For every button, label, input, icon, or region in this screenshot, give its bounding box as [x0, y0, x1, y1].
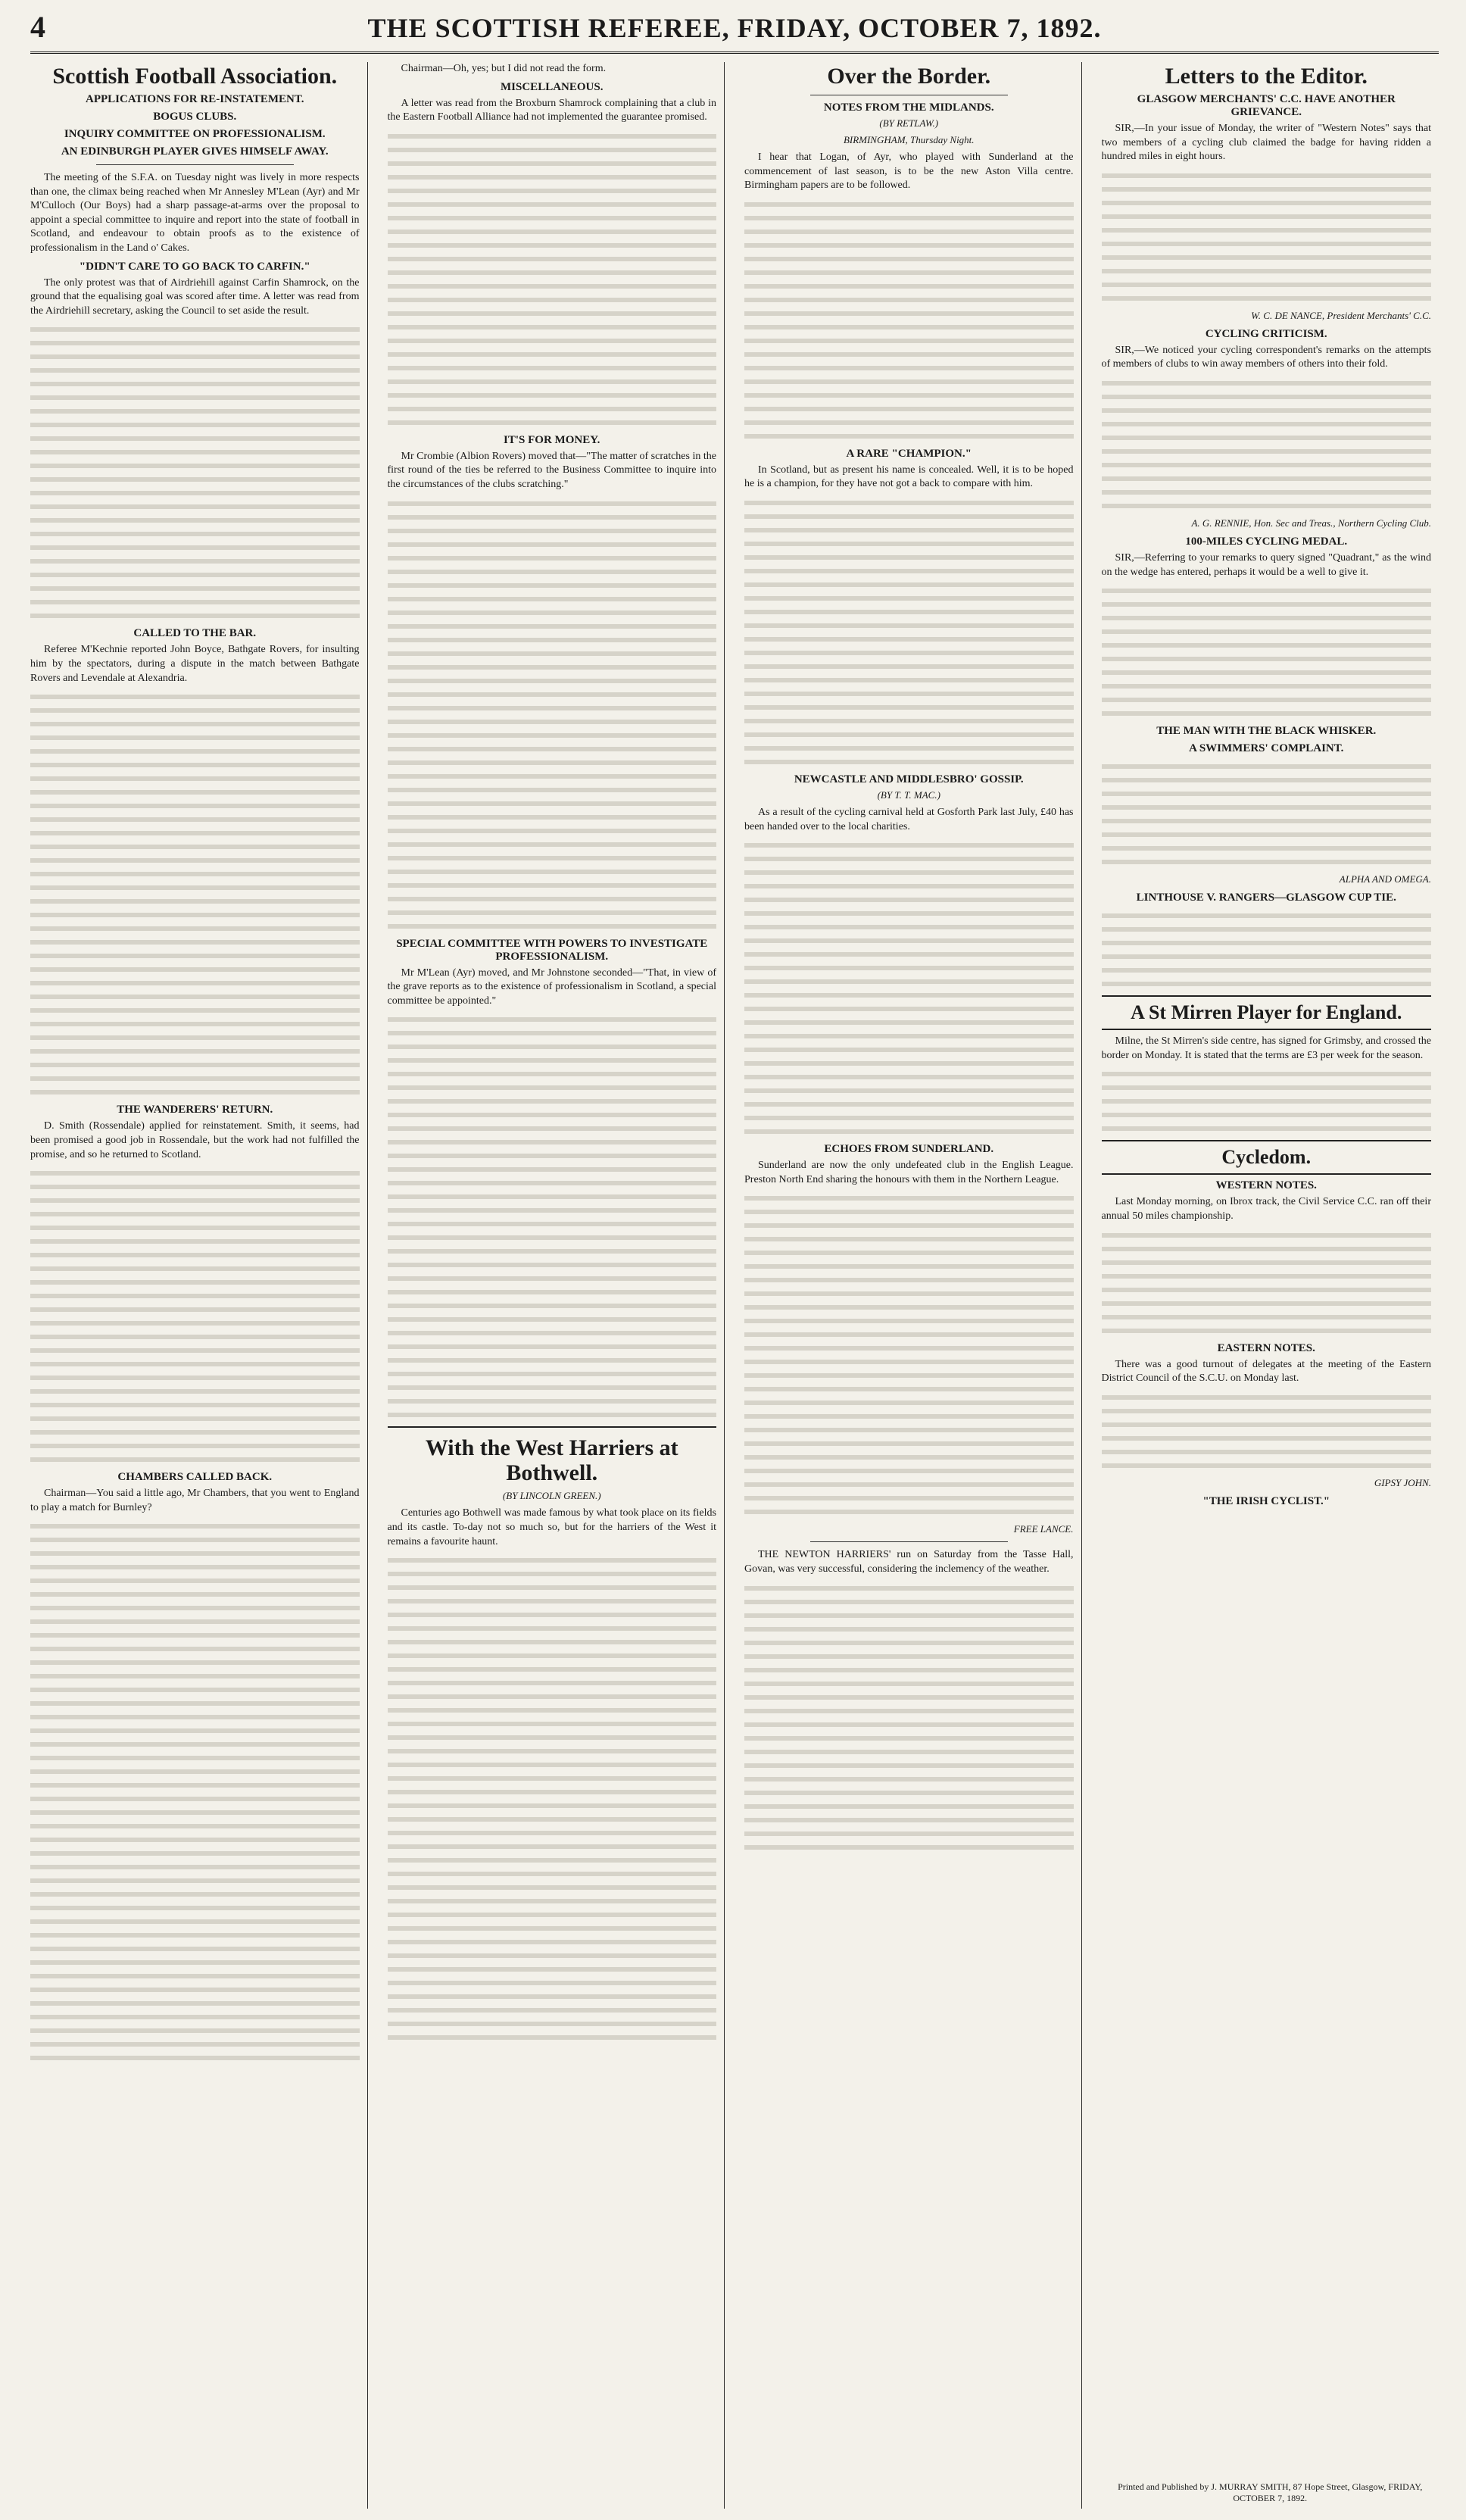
article-paragraph: SIR,—We noticed your cycling correspondent's remarks on the attempts of members of clubs to win away members of others into their fold. [1101, 344, 1431, 370]
section-heading: NEWCASTLE AND MIDDLESBRO' GOSSIP. [794, 773, 1024, 786]
unreadable-text-block [744, 1196, 1074, 1514]
byline: (BY LINCOLN GREEN.) [502, 1490, 601, 1502]
article-paragraph: Milne, the St Mirren's side centre, has signed for Grimsby, and crossed the border on Monday. It is stated that the terms are £3 per week for the season. [1101, 1035, 1431, 1061]
article-columns [30, 62, 1439, 2509]
section-heading: SPECIAL COMMITTEE WITH POWERS TO INVESTIGATE PROFESSIONALISM. [396, 937, 708, 963]
running-title: THE SCOTTISH REFEREE, FRIDAY, OCTOBER 7, 1892. [367, 13, 1102, 43]
letters-headline: Letters to the Editor. [1165, 64, 1368, 89]
masthead [30, 8, 1439, 54]
section-heading: THE WANDERERS' RETURN. [117, 1104, 273, 1116]
article-paragraph: Centuries ago Bothwell was made famous by what took place on its fields and its castle. To-day not so much so, but for the harriers of the West it remains a favourite haunt. [387, 1507, 716, 1547]
section-heading: WESTERN NOTES. [1215, 1179, 1317, 1192]
unreadable-text-block [744, 202, 1074, 439]
section-heading: CYCLING CRITICISM. [1205, 327, 1327, 340]
unreadable-text-block [1102, 913, 1432, 986]
section-heading: IT'S FOR MONEY. [504, 433, 600, 446]
cycledom-headline: Cycledom. [1102, 1140, 1432, 1175]
st-mirren-headline: A St Mirren Player for England. [1102, 995, 1432, 1030]
article-paragraph: Chairman—Oh, yes; but I did not read the form. [401, 63, 607, 74]
article-paragraph: Mr M'Lean (Ayr) moved, and Mr Johnstone seconded—"That, in view of the grave reports as to the existence of professionalism in Scotland, a special committee be appointed." [387, 966, 716, 1007]
unreadable-text-block [30, 1524, 360, 2060]
section-heading: NOTES FROM THE MIDLANDS. [823, 101, 994, 114]
unreadable-text-block [1102, 381, 1432, 508]
advertisement-title: "THE IRISH CYCLIST." [1202, 1494, 1330, 1507]
article-paragraph: THE NEWTON HARRIERS' run on Saturday from the Tasse Hall, Govan, was very successful, considering the inclemency of the weather. [744, 1549, 1074, 1575]
byline: (BY RETLAW.) [879, 117, 939, 129]
imprint: Printed and Published by J. MURRAY SMITH, 87 Hope Street, Glasgow, FRIDAY, OCTOBER 7, 1892. [1118, 2481, 1423, 2503]
article-paragraph: SIR,—Referring to your remarks to query signed "Quadrant," as the wind on the wedge has entered, perhaps it would be a well to give it. [1101, 552, 1431, 578]
section-heading: GLASGOW MERCHANTS' C.C. HAVE ANOTHER GRIEVANCE. [1137, 93, 1396, 118]
article-paragraph: Chairman—You said a little ago, Mr Chambers, that you went to England to play a match for Burnley? [30, 1488, 360, 1513]
unreadable-text-block [1102, 1395, 1432, 1468]
section-heading: 100-MILES CYCLING MEDAL. [1185, 536, 1348, 548]
section-heading: LINTHOUSE V. RANGERS—GLASGOW CUP TIE. [1136, 892, 1396, 904]
page-number: 4 [30, 10, 45, 44]
unreadable-text-block [1102, 764, 1432, 864]
section-heading: A SWIMMERS' COMPLAINT. [1189, 742, 1344, 755]
article-paragraph: The meeting of the S.F.A. on Tuesday night was lively in more respects than one, the climax being reached when Mr Annesley M'Lean (Ayr) and Mr M'Culloch (Our Boys) had a sharp passage-at-arms over the proposal to appoint a special committee to inquire and report into the state of football in Scotland, and endeavour to obtain proofs as to the existence of professionalism in the Land o' Cakes. [30, 172, 360, 254]
section-heading: CHAMBERS CALLED BACK. [117, 1471, 273, 1484]
unreadable-text-block [1102, 1233, 1432, 1333]
section-heading: MISCELLANEOUS. [501, 80, 604, 93]
article-paragraph: Referee M'Kechnie reported John Boyce, Bathgate Rovers, for insulting him by the spectators, during a dispute in the match between Bathgate Rovers and Levendale at Alexandria. [30, 644, 360, 684]
sfa-subhead: BOGUS CLUBS. [153, 111, 237, 123]
unreadable-text-block [30, 1171, 360, 1462]
unreadable-text-block [30, 327, 360, 618]
article-paragraph: Sunderland are now the only undefeated club in the English League. Preston North End sharing the honours with them in the Northern League. [744, 1160, 1074, 1185]
unreadable-text-block [1102, 173, 1432, 301]
unreadable-text-block [1102, 589, 1432, 716]
signature: FREE LANCE. [1013, 1523, 1074, 1535]
article-paragraph: In Scotland, but as present his name is concealed. Well, it is to be hoped he is a champion, for they have not got a back to compare with him. [744, 464, 1074, 490]
dateline: BIRMINGHAM, Thursday Night. [843, 134, 975, 145]
divider [810, 1541, 1008, 1542]
sfa-subhead: APPLICATIONS FOR RE-INSTATEMENT. [85, 93, 304, 105]
unreadable-text-block [388, 1017, 717, 1417]
sfa-headline: Scottish Football Association. [52, 64, 338, 89]
byline: (BY T. T. MAC.) [877, 789, 940, 801]
article-paragraph: D. Smith (Rossendale) applied for reinstatement. Smith, it seems, had been promised a good job in Rossendale, but the work had not fulfilled the promise, and so he returned to Scotland. [30, 1120, 360, 1160]
article-paragraph: Mr Crombie (Albion Rovers) moved that—"The matter of scratches in the first round of the ties be referred to the Business Committee to inquire into the circumstances of the clubs scratching." [387, 450, 716, 491]
signature: W. C. DE NANCE, President Merchants' C.C. [1251, 309, 1431, 321]
column-2 [388, 62, 725, 2509]
sfa-subhead: AN EDINBURGH PLAYER GIVES HIMSELF AWAY. [61, 145, 329, 158]
article-paragraph: There was a good turnout of delegates at the meeting of the Eastern District Council of the S.C.U. on Monday last. [1101, 1358, 1431, 1385]
article-paragraph: As a result of the cycling carnival held at Gosforth Park last July, £40 has been handed over to the local charities. [744, 807, 1074, 832]
unreadable-text-block [744, 1586, 1074, 1850]
article-paragraph: The only protest was that of Airdriehill against Carfin Shamrock, on the ground that the equalising goal was scored after time. A letter was read from the Airdriehill secretary, asking the Council to set aside the result. [30, 276, 360, 317]
unreadable-text-block [1102, 1072, 1432, 1131]
unreadable-text-block [388, 1558, 717, 2040]
unreadable-text-block [388, 501, 717, 929]
section-heading: THE MAN WITH THE BLACK WHISKER. [1156, 725, 1377, 738]
article-paragraph: SIR,—In your issue of Monday, the writer of "Western Notes" says that two members of a cycling club claimed the badge for having ridden a hundred miles in eight hours. [1101, 123, 1431, 163]
article-paragraph: Last Monday morning, on Ibrox track, the Civil Service C.C. ran off their annual 50 miles championship. [1101, 1196, 1431, 1223]
section-heading: EASTERN NOTES. [1217, 1341, 1315, 1354]
signature: ALPHA AND OMEGA. [1339, 873, 1431, 885]
unreadable-text-block [744, 501, 1074, 764]
article-paragraph: A letter was read from the Broxburn Shamrock complaining that a club in the Eastern Football Alliance had not implemented the guarantee promised. [387, 97, 716, 123]
article-paragraph: I hear that Logan, of Ayr, who played with Sunderland at the commencement of last season, is to be the new Aston Villa centre. Birmingham papers are to be followed. [744, 151, 1074, 192]
signature: A. G. RENNIE, Hon. Sec and Treas., Northern Cycling Club. [1191, 517, 1431, 529]
section-divider [388, 1426, 717, 1428]
divider [96, 164, 294, 165]
signature: GIPSY JOHN. [1374, 1476, 1431, 1488]
column-1 [30, 62, 368, 2509]
border-headline: Over the Border. [827, 64, 991, 89]
column-4 [1102, 62, 1439, 2509]
section-heading: "DIDN'T CARE TO GO BACK TO CARFIN." [79, 260, 310, 273]
unreadable-text-block [30, 695, 360, 1094]
section-heading: A RARE "CHAMPION." [846, 447, 972, 460]
unreadable-text-block [744, 843, 1074, 1134]
unreadable-text-block [388, 134, 717, 425]
harriers-headline: With the West Harriers at Bothwell. [425, 1435, 678, 1486]
section-heading: ECHOES FROM SUNDERLAND. [824, 1143, 994, 1156]
column-3 [744, 62, 1082, 2509]
sfa-subhead: INQUIRY COMMITTEE ON PROFESSIONALISM. [64, 128, 326, 140]
section-heading: CALLED TO THE BAR. [133, 627, 257, 640]
